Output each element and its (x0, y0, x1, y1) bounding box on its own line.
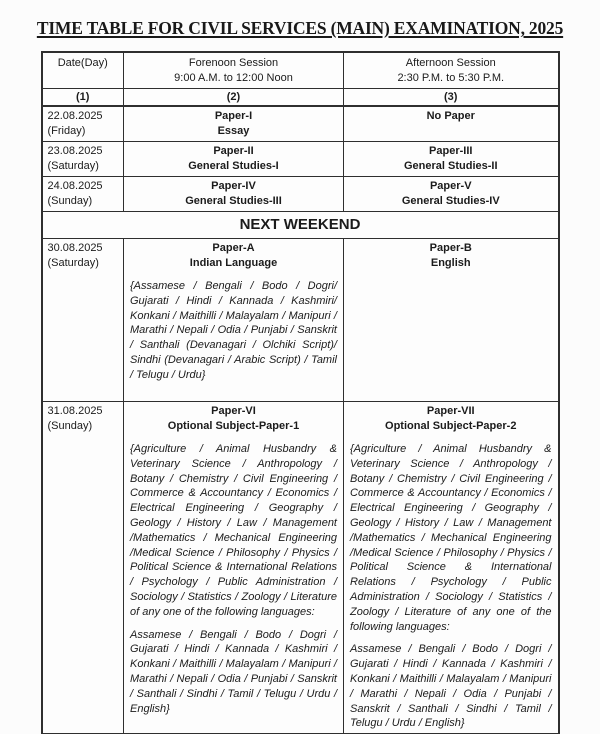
date-value: 30.08.2025 (47, 242, 103, 254)
paper-subject: Essay (217, 125, 250, 137)
exam-timetable (41, 51, 560, 734)
paper-number: Paper-VI (211, 405, 256, 417)
day-value: (Sunday) (47, 195, 93, 207)
column-index-1: (1) (42, 89, 124, 107)
paper-number: Paper-IV (211, 180, 256, 192)
page-title: TIME TABLE FOR CIVIL SERVICES (MAIN) EXAMINATION, 2025 (36, 18, 564, 38)
date-value: 24.08.2025 (47, 180, 103, 192)
header-date-day: Date(Day) (42, 52, 124, 89)
paper-subject: English (430, 257, 471, 269)
forenoon-session-title: Forenoon Session (188, 57, 279, 69)
date-value: 22.08.2025 (47, 110, 103, 122)
forenoon-session-time: 9:00 A.M. to 12:00 Noon (174, 72, 293, 84)
paper-subject: General Studies-II (403, 160, 498, 172)
date-cell (42, 142, 124, 177)
next-weekend-label: NEXT WEEKEND (42, 212, 559, 239)
paper-subject: Optional Subject-Paper-1 (167, 420, 300, 432)
indian-languages-list: {Assamese / Bengali / Bodo / Dogri/ Gujarati / Hindi / Kannada / Kashmiri/ Konkani / Maithilli / Malayalam / Manipuri / Marathi / Nepali / Odia / Punjabi / Sanskrit / Santhali (Devanagari / Olchiki Script)/ Sindhi (Devanagari / Arabic Script) / Tamil / Telugu / Urdu} (130, 280, 337, 381)
forenoon-cell (124, 106, 344, 142)
column-index-row (42, 89, 559, 107)
forenoon-cell (124, 402, 344, 734)
table-row-22-08 (42, 106, 559, 142)
date-cell (42, 177, 124, 212)
column-index-3: (3) (344, 89, 559, 107)
date-cell (42, 402, 124, 734)
paper-number: Paper-V (429, 180, 472, 192)
column-index-2: (2) (124, 89, 344, 107)
forenoon-cell (124, 142, 344, 177)
paper-subject: General Studies-III (185, 195, 282, 207)
afternoon-cell (344, 239, 559, 402)
date-value: 23.08.2025 (47, 145, 103, 157)
table-row-30-08 (42, 239, 559, 402)
paper-subject: Indian Language (189, 257, 278, 269)
date-cell (42, 106, 124, 142)
paper-number: No Paper (426, 110, 475, 122)
afternoon-cell (344, 106, 559, 142)
header-afternoon-session (344, 52, 559, 89)
table-row-23-08 (42, 142, 559, 177)
day-value: (Saturday) (47, 257, 99, 269)
afternoon-cell (344, 402, 559, 734)
optional-literature-languages-list: Assamese / Bengali / Bodo / Dogri / Gujarati / Hindi / Kannada / Kashmiri / Konkani / Maithilli / Malayalam / Manipuri / Marathi / Nepali / Odia / Punjabi / Sanskrit / Santhali / Sindhi / Tamil / Telugu / Urdu / English} (130, 628, 337, 715)
paper-number: Paper-I (214, 110, 253, 122)
table-row-31-08 (42, 402, 559, 734)
day-value: (Saturday) (47, 160, 99, 172)
afternoon-cell (344, 142, 559, 177)
optional-subjects-list: {Agriculture / Animal Husbandry & Veterinary Science / Anthropology / Botany / Chemistry / Civil Engineering / Commerce & Accountancy / Economics / Electrical Engineering / Geography / Geology / History / Law / Management /Mathematics / Mechanical Engineering /Medical Science / Philosophy / Physics / Political Science & International Relations / Psychology / Public Administration / Sociology / Statistics / Zoology / Literature of any one of the following languages: (350, 443, 552, 633)
optional-literature-languages-list: Assamese / Bengali / Bodo / Dogri / Gujarati / Hindi / Kannada / Kashmiri / Konkani / Maithilli / Malayalam / Manipuri / Marathi / Nepali / Odia / Punjabi / Sanskrit / Santhali / Sindhi / Tamil / Telugu / Urdu / English} (350, 643, 552, 730)
next-weekend-row (42, 212, 559, 239)
header-forenoon-session (124, 52, 344, 89)
optional-subjects-list: {Agriculture / Animal Husbandry & Veterinary Science / Anthropology / Botany / Chemistry / Civil Engineering / Commerce & Accountancy / Economics / Electrical Engineering / Geography / Geology / History / Law / Management /Mathematics / Mechanical Engineering /Medical Science / Philosophy / Physics / Political Science & International Relations / Psychology / Public Administration / Sociology / Statistics / Zoology / Literature of any one of the following languages: (130, 443, 337, 618)
paper-subject: General Studies-I (188, 160, 279, 172)
afternoon-cell (344, 177, 559, 212)
forenoon-cell (124, 177, 344, 212)
paper-number: Paper-III (429, 145, 473, 157)
paper-number: Paper-A (212, 242, 255, 254)
table-row-24-08 (42, 177, 559, 212)
afternoon-session-title: Afternoon Session (405, 57, 496, 69)
forenoon-cell (124, 239, 344, 402)
paper-number: Paper-B (429, 242, 472, 254)
date-value: 31.08.2025 (47, 405, 103, 417)
afternoon-session-time: 2:30 P.M. to 5:30 P.M. (397, 72, 505, 84)
paper-subject: General Studies-IV (401, 195, 500, 207)
day-value: (Friday) (47, 125, 86, 137)
day-value: (Sunday) (47, 420, 93, 432)
paper-number: Paper-II (213, 145, 254, 157)
paper-subject: Optional Subject-Paper-2 (385, 420, 517, 432)
date-cell (42, 239, 124, 402)
header-row (42, 52, 559, 89)
paper-number: Paper-VII (426, 405, 475, 417)
